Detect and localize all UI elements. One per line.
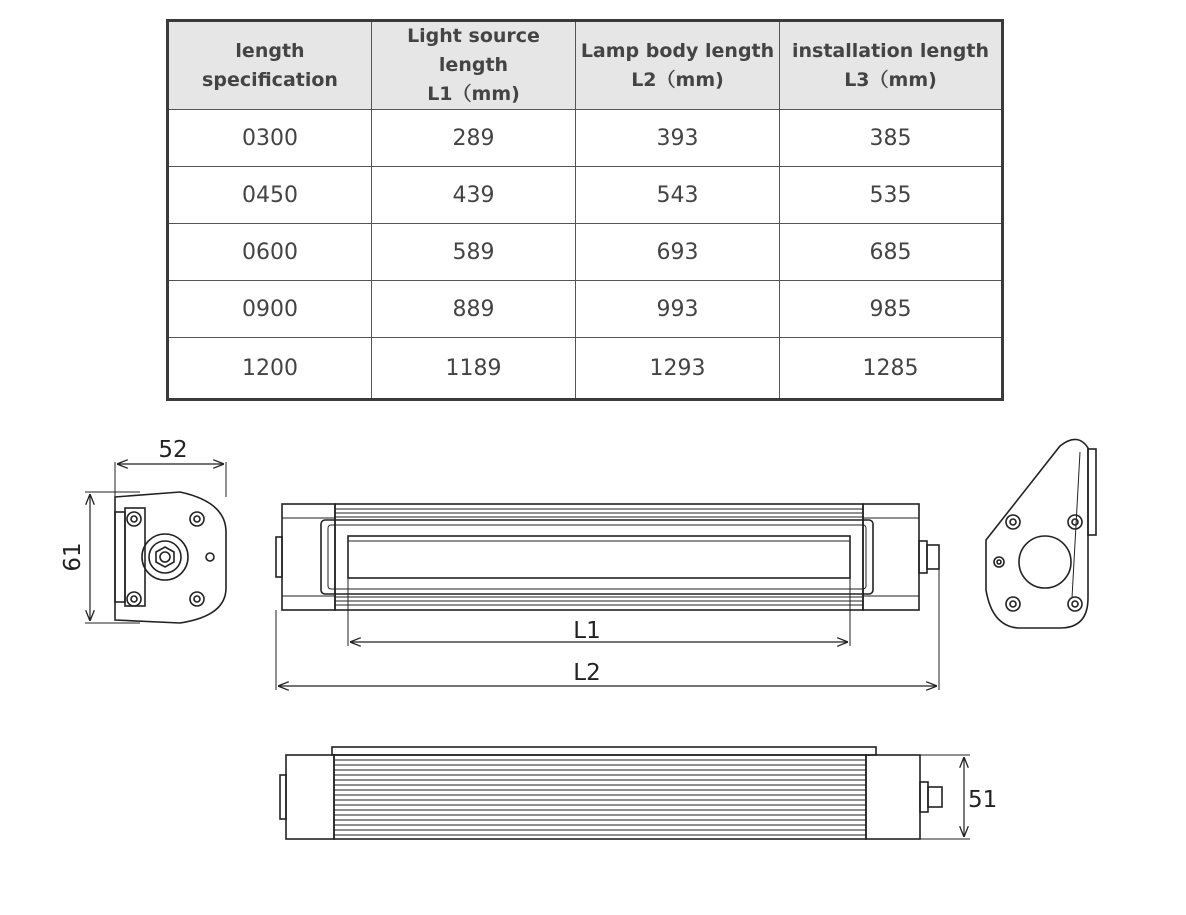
table-cell: 0450	[168, 167, 372, 224]
table-cell: 543	[576, 167, 780, 224]
table-cell: 385	[780, 110, 1003, 167]
table-cell: 889	[372, 281, 576, 338]
header-installation-length: installation length L3（mm)	[780, 21, 1003, 110]
table-cell: 0600	[168, 224, 372, 281]
table-cell: 993	[576, 281, 780, 338]
side-view	[280, 747, 970, 839]
header-lamp-body-length: Lamp body length L2（mm)	[576, 21, 780, 110]
table-cell: 1189	[372, 338, 576, 400]
l1-label: L1	[573, 618, 601, 644]
table-cell: 0900	[168, 281, 372, 338]
table-cell: 685	[780, 224, 1003, 281]
front-view	[276, 504, 939, 690]
end-view-right	[986, 439, 1096, 628]
table-cell: 693	[576, 224, 780, 281]
header-length-spec: length specification	[168, 21, 372, 110]
end-height-label: 61	[60, 542, 86, 572]
table-cell: 393	[576, 110, 780, 167]
table-cell: 985	[780, 281, 1003, 338]
table-cell: 0300	[168, 110, 372, 167]
heat-sink-fins	[334, 760, 866, 835]
side-height-label: 51	[968, 787, 998, 813]
l2-label: L2	[573, 660, 601, 686]
header-light-source-length: Light source length L1（mm)	[372, 21, 576, 110]
table-cell: 1293	[576, 338, 780, 400]
table-cell: 1200	[168, 338, 372, 400]
table-cell: 439	[372, 167, 576, 224]
table-cell: 1285	[780, 338, 1003, 400]
table-cell: 589	[372, 224, 576, 281]
end-view-left	[85, 462, 226, 623]
end-width-label: 52	[158, 437, 188, 463]
table-cell: 535	[780, 167, 1003, 224]
table-cell: 289	[372, 110, 576, 167]
